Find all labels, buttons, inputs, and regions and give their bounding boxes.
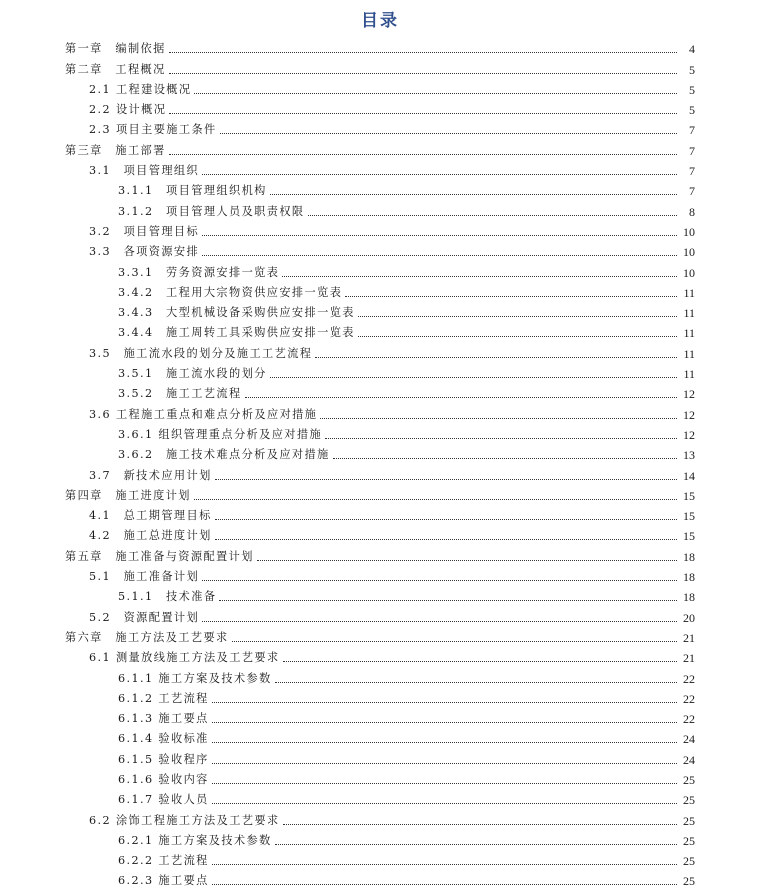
toc-leader-dots <box>202 234 677 236</box>
toc-entry-label: 5.1 施工准备计划 <box>89 570 200 584</box>
toc-leader-dots <box>215 478 677 480</box>
toc-entry[interactable] <box>0 807 760 827</box>
toc-leader-dots <box>212 741 677 743</box>
toc-leader-dots <box>283 823 677 825</box>
toc-leader-dots <box>270 193 677 195</box>
toc-entry-label: 6.1.1 施工方案及技术参数 <box>118 671 272 685</box>
toc-page-number: 12 <box>683 427 695 442</box>
toc-entry-label: 第六章 施工方法及工艺要求 <box>65 630 229 644</box>
toc-entry-label: 2.3 项目主要施工条件 <box>89 123 217 137</box>
toc-entry-label: 2.2 设计概况 <box>89 103 167 117</box>
toc-leader-dots <box>212 802 677 804</box>
toc-entry[interactable] <box>0 280 760 300</box>
toc-page-number: 22 <box>683 712 695 727</box>
toc-entry[interactable] <box>0 543 760 563</box>
toc-page-number: 11 <box>683 326 695 341</box>
toc-entry[interactable] <box>0 178 760 198</box>
toc-entry[interactable] <box>0 198 760 218</box>
toc-entry[interactable] <box>0 137 760 157</box>
toc-leader-dots <box>169 153 677 155</box>
toc-leader-dots <box>215 518 677 520</box>
toc-entry[interactable] <box>0 77 760 97</box>
toc-entry-label: 6.1.3 施工要点 <box>118 712 209 726</box>
toc-entry-label: 3.4.4 施工周转工具采购供应安排一览表 <box>118 326 355 340</box>
toc-entry-label: 3.1.2 项目管理人员及职责权限 <box>118 204 305 218</box>
toc-page-number: 4 <box>689 42 695 57</box>
toc-leader-dots <box>232 640 677 642</box>
toc-entry-label: 6.1.4 验收标准 <box>118 732 209 746</box>
toc-leader-dots <box>358 315 677 317</box>
toc-page-number: 25 <box>683 854 695 869</box>
toc-entry[interactable] <box>0 483 760 503</box>
toc-entry-label: 3.5 施工流水段的划分及施工工艺流程 <box>89 346 313 360</box>
toc-entry[interactable] <box>0 117 760 137</box>
toc-leader-dots <box>194 498 677 500</box>
toc-leader-dots <box>283 660 677 662</box>
toc-leader-dots <box>212 721 677 723</box>
toc-page-number: 10 <box>683 245 695 260</box>
toc-entry[interactable] <box>0 584 760 604</box>
toc-entry[interactable] <box>0 239 760 259</box>
toc-entry-label: 3.6.1 组织管理重点分析及应对措施 <box>118 427 323 441</box>
toc-page-number: 11 <box>683 367 695 382</box>
toc-page-number: 5 <box>689 82 695 97</box>
toc-leader-dots <box>212 762 677 764</box>
toc-page-number: 10 <box>683 265 695 280</box>
toc-leader-dots <box>212 883 677 885</box>
toc-page-number: 21 <box>683 651 695 666</box>
toc-entry[interactable] <box>0 259 760 279</box>
toc-page-number: 15 <box>683 488 695 503</box>
toc-entry[interactable] <box>0 767 760 787</box>
toc-entry[interactable] <box>0 300 760 320</box>
toc-page-number: 25 <box>683 772 695 787</box>
toc-entry-label: 6.2.3 施工要点 <box>118 874 209 888</box>
toc-entry-label: 3.4.2 工程用大宗物资供应安排一览表 <box>118 285 343 299</box>
toc-page-number: 11 <box>683 346 695 361</box>
toc-leader-dots <box>202 173 677 175</box>
toc-leader-dots <box>202 620 677 622</box>
toc-page-number: 14 <box>683 468 695 483</box>
toc-entry[interactable] <box>0 36 760 56</box>
toc-page-number: 24 <box>683 732 695 747</box>
toc-page-number: 18 <box>683 570 695 585</box>
toc-entry[interactable] <box>0 828 760 848</box>
toc-entry[interactable] <box>0 746 760 766</box>
toc-entry-label: 3.6.2 施工技术难点分析及应对措施 <box>118 448 330 462</box>
toc-entry[interactable] <box>0 442 760 462</box>
toc-page-number: 25 <box>683 833 695 848</box>
toc-entry-label: 6.1.5 验收程序 <box>118 752 209 766</box>
toc-entry-label: 3.3.1 劳务资源安排一览表 <box>118 265 280 279</box>
toc-entry[interactable] <box>0 340 760 360</box>
toc-entry-label: 3.4.3 大型机械设备采购供应安排一览表 <box>118 306 355 320</box>
toc-leader-dots <box>275 681 677 683</box>
toc-entry-label: 第二章 工程概况 <box>65 62 166 76</box>
toc-entry[interactable] <box>0 97 760 117</box>
toc-entry[interactable] <box>0 787 760 807</box>
toc-entry[interactable] <box>0 219 760 239</box>
toc-entry-label: 4.1 总工期管理目标 <box>89 509 212 523</box>
toc-leader-dots <box>219 599 677 601</box>
toc-page-number: 11 <box>683 306 695 321</box>
toc-entry[interactable] <box>0 645 760 665</box>
toc-leader-dots <box>202 579 677 581</box>
toc-entry-label: 3.2 项目管理目标 <box>89 224 200 238</box>
toc-leader-dots <box>215 538 677 540</box>
toc-leader-dots <box>320 417 677 419</box>
toc-entry-label: 4.2 施工总进度计划 <box>89 529 212 543</box>
toc-entry[interactable] <box>0 381 760 401</box>
toc-entry-label: 第四章 施工进度计划 <box>65 488 191 502</box>
toc-page-number: 21 <box>683 630 695 645</box>
toc-page-number: 12 <box>683 407 695 422</box>
toc-entry[interactable] <box>0 320 760 340</box>
toc-leader-dots <box>257 559 677 561</box>
toc-entry[interactable] <box>0 401 760 421</box>
toc-leader-dots <box>212 701 677 703</box>
toc-page-number: 20 <box>683 610 695 625</box>
toc-entry[interactable] <box>0 686 760 706</box>
toc-entry-label: 3.5.1 施工流水段的划分 <box>118 367 267 381</box>
toc-leader-dots <box>212 863 677 865</box>
toc-entry-label: 5.2 资源配置计划 <box>89 610 200 624</box>
toc-page-number: 25 <box>683 793 695 808</box>
toc-page-number: 7 <box>689 143 695 158</box>
toc-entry[interactable] <box>0 848 760 868</box>
toc-page-number: 12 <box>683 387 695 402</box>
toc-leader-dots <box>169 112 677 114</box>
toc-page-number: 5 <box>689 103 695 118</box>
toc-entry-label: 2.1 工程建设概况 <box>89 82 192 96</box>
toc-entry[interactable] <box>0 604 760 624</box>
toc-entry[interactable] <box>0 462 760 482</box>
toc-leader-dots <box>270 376 677 378</box>
toc-leader-dots <box>325 437 677 439</box>
toc-page-number: 18 <box>683 549 695 564</box>
toc-entry-label: 3.1 项目管理组织 <box>89 164 200 178</box>
toc-entry-label: 第三章 施工部署 <box>65 143 166 157</box>
toc-leader-dots <box>220 132 677 134</box>
toc-page-number: 15 <box>683 509 695 524</box>
toc-list <box>0 36 760 888</box>
toc-leader-dots <box>275 843 677 845</box>
toc-entry-label: 3.6 工程施工重点和难点分析及应对措施 <box>89 407 318 421</box>
toc-entry-label: 5.1.1 技术准备 <box>118 590 217 604</box>
toc-entry-label: 3.5.2 施工工艺流程 <box>118 387 242 401</box>
toc-page-number: 18 <box>683 590 695 605</box>
toc-leader-dots <box>169 51 677 53</box>
toc-page-number: 22 <box>683 691 695 706</box>
toc-leader-dots <box>169 72 677 74</box>
toc-page-number: 25 <box>683 874 695 888</box>
toc-leader-dots <box>282 275 677 277</box>
toc-page-number: 7 <box>689 123 695 138</box>
toc-page-number: 22 <box>683 671 695 686</box>
toc-leader-dots <box>194 92 677 94</box>
toc-page-number: 8 <box>689 204 695 219</box>
toc-entry-label: 6.2.2 工艺流程 <box>118 854 209 868</box>
toc-leader-dots <box>358 335 677 337</box>
toc-page-number: 13 <box>683 448 695 463</box>
toc-page-number: 10 <box>683 224 695 239</box>
toc-entry[interactable] <box>0 665 760 685</box>
toc-entry[interactable] <box>0 503 760 523</box>
toc-entry-label: 6.2.1 施工方案及技术参数 <box>118 833 272 847</box>
toc-title: 目录 <box>361 11 399 31</box>
toc-entry-label: 3.1.1 项目管理组织机构 <box>118 184 267 198</box>
toc-leader-dots <box>345 295 677 297</box>
toc-entry-label: 6.1 测量放线施工方法及工艺要求 <box>89 651 280 665</box>
toc-entry-label: 6.2 涂饰工程施工方法及工艺要求 <box>89 813 280 827</box>
toc-entry-label: 第一章 编制依据 <box>65 42 166 56</box>
toc-page-number: 7 <box>689 164 695 179</box>
toc-page-number: 15 <box>683 529 695 544</box>
toc-page-number: 25 <box>683 813 695 828</box>
toc-entry[interactable] <box>0 726 760 746</box>
toc-page-number: 24 <box>683 752 695 767</box>
toc-page-number: 5 <box>689 62 695 77</box>
toc-page-number: 11 <box>683 285 695 300</box>
toc-entry-label: 第五章 施工准备与资源配置计划 <box>65 549 254 563</box>
toc-entry[interactable] <box>0 56 760 76</box>
toc-entry[interactable] <box>0 361 760 381</box>
toc-page-number: 7 <box>689 184 695 199</box>
toc-leader-dots <box>245 396 677 398</box>
toc-leader-dots <box>212 782 677 784</box>
toc-leader-dots <box>315 356 677 358</box>
toc-entry-label: 3.7 新技术应用计划 <box>89 468 212 482</box>
toc-entry[interactable] <box>0 868 760 888</box>
toc-entry-label: 6.1.6 验收内容 <box>118 772 209 786</box>
toc-entry-label: 6.1.2 工艺流程 <box>118 691 209 705</box>
toc-entry-label: 6.1.7 验收人员 <box>118 793 209 807</box>
toc-leader-dots <box>202 254 677 256</box>
toc-leader-dots <box>333 457 677 459</box>
toc-entry[interactable] <box>0 564 760 584</box>
toc-entry[interactable] <box>0 706 760 726</box>
toc-entry[interactable] <box>0 625 760 645</box>
toc-entry[interactable] <box>0 158 760 178</box>
toc-entry[interactable] <box>0 523 760 543</box>
toc-entry[interactable] <box>0 422 760 442</box>
toc-leader-dots <box>308 214 677 216</box>
toc-entry-label: 3.3 各项资源安排 <box>89 245 200 259</box>
